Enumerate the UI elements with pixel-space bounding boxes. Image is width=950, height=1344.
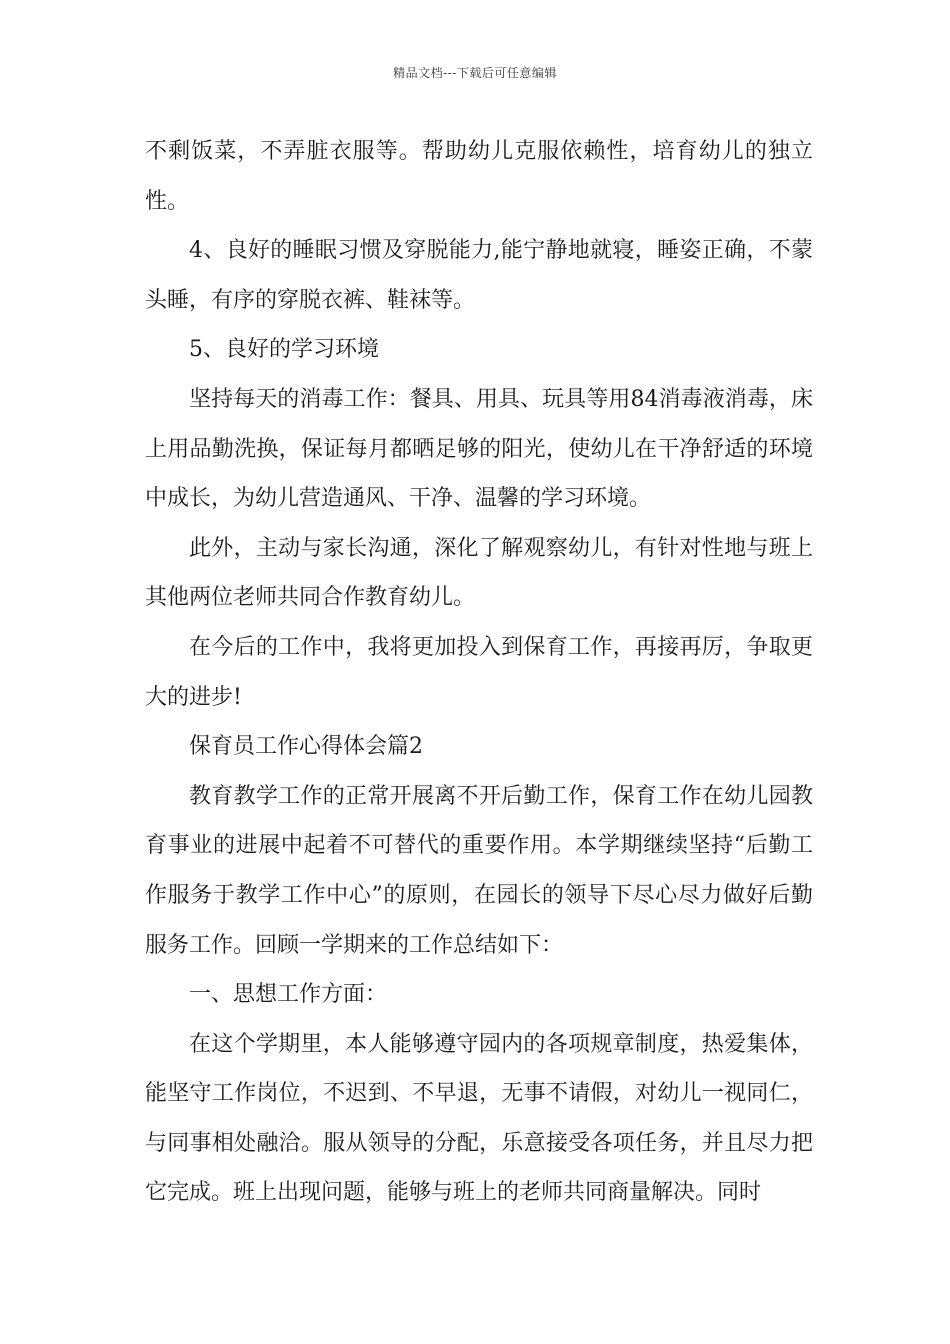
section-heading: 5、良好的学习环境 [189,337,379,363]
paragraph: 4、良好的睡眠习惯及穿脱能力,能宁静地就寝，睡姿正确，不蒙头睡，有序的穿脱衣裤、鞋袜等。 [145,238,813,313]
document-body [145,127,813,1218]
paragraph: 此外，主动与家长沟通，深化了解观察幼儿，有针对性地与班上其他两位老师共同合作教育幼儿。 [145,535,813,611]
paragraph: 在这个学期里，本人能够遵守园内的各项规章制度，热爱集体，能坚守工作岗位，不迟到、不早退，无事不请假，对幼儿一视同仁，与同事相处融洽。服从领导的分配，乐意接受各项任务，并且尽力把它完成。班上出现问题，能够与班上的老师共同商量解决。同时 [145,1031,813,1206]
article-title: 保育员工作心得体会篇2 [189,734,423,760]
paragraph: 在今后的工作中，我将更加投入到保育工作，再接再厉，争取更大的进步! [145,634,813,710]
paragraph: 不剩饭菜，不弄脏衣服等。帮助幼儿克服依赖性，培育幼儿的独立性。 [145,139,813,214]
paragraph: 坚持每天的消毒工作：餐具、用具、玩具等用84消毒液消毒，床上用品勤洗换，保证每月都晒足够的阳光，使幼儿在干净舒适的环境中成长，为幼儿营造通风、干净、温馨的学习环境。 [145,386,813,512]
page-header: 精品文档---下载后可任意编辑 [393,66,557,80]
section-heading: 一、思想工作方面： [189,982,388,1008]
paragraph: 教育教学工作的正常开展离不开后勤工作，保育工作在幼儿园教育事业的进展中起着不可替代的重要作用。本学期继续坚持“后勤工作服务于教学工作中心”的原则，在园长的领导下尽心尽力做好后勤服务工作。回顾一学期来的工作总结如下： [145,783,813,958]
